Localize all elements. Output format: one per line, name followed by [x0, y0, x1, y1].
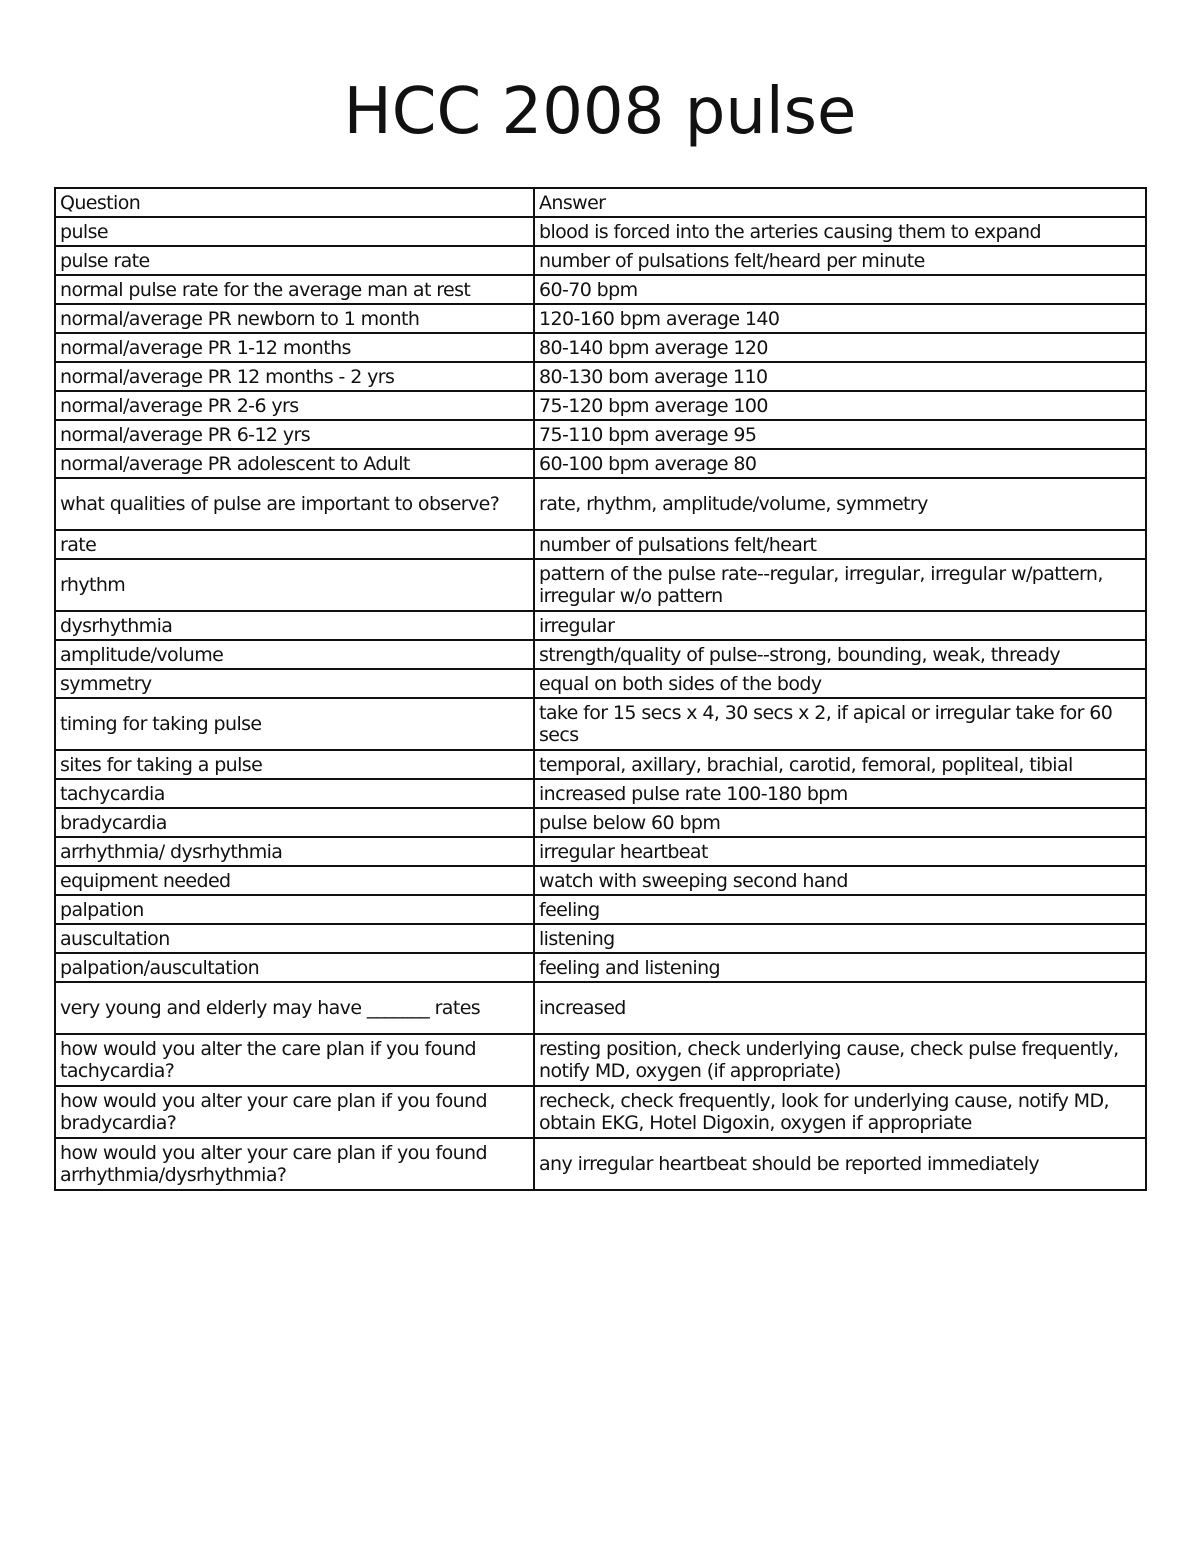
answer-cell: 80-140 bpm average 120: [534, 333, 1146, 362]
table-row: [55, 1138, 1146, 1190]
answer-cell: rate, rhythm, amplitude/volume, symmetry: [534, 478, 1146, 530]
answer-column-header: Answer: [534, 188, 1146, 217]
table-row: [55, 420, 1146, 449]
answer-cell: pattern of the pulse rate--regular, irregular, irregular w/pattern, irregular w/o pattern: [534, 559, 1146, 611]
table-row: [55, 640, 1146, 669]
question-cell: timing for taking pulse: [55, 698, 534, 750]
answer-cell: irregular: [534, 611, 1146, 640]
question-cell: dysrhythmia: [55, 611, 534, 640]
answer-cell: blood is forced into the arteries causing them to expand: [534, 217, 1146, 246]
question-cell: how would you alter the care plan if you found tachycardia?: [55, 1034, 534, 1086]
question-cell: normal/average PR 6-12 yrs: [55, 420, 534, 449]
answer-cell: feeling: [534, 895, 1146, 924]
question-cell: normal/average PR 12 months - 2 yrs: [55, 362, 534, 391]
question-cell: pulse: [55, 217, 534, 246]
answer-cell: recheck, check frequently, look for underlying cause, notify MD, obtain EKG, Hotel Digoxin, oxygen if appropriate: [534, 1086, 1146, 1138]
answer-cell: take for 15 secs x 4, 30 secs x 2, if apical or irregular take for 60 secs: [534, 698, 1146, 750]
answer-cell: resting position, check underlying cause, check pulse frequently, notify MD, oxygen (if appropriate): [534, 1034, 1146, 1086]
question-cell: normal/average PR 2-6 yrs: [55, 391, 534, 420]
table-row: [55, 333, 1146, 362]
answer-cell: listening: [534, 924, 1146, 953]
table-row: [55, 391, 1146, 420]
table-row: [55, 698, 1146, 750]
answer-cell: increased pulse rate 100-180 bpm: [534, 779, 1146, 808]
answer-cell: 80-130 bom average 110: [534, 362, 1146, 391]
table-row: [55, 808, 1146, 837]
answer-cell: number of pulsations felt/heard per minute: [534, 246, 1146, 275]
table-row: [55, 669, 1146, 698]
question-cell: amplitude/volume: [55, 640, 534, 669]
answer-cell: any irregular heartbeat should be reported immediately: [534, 1138, 1146, 1190]
answer-cell: 60-100 bpm average 80: [534, 449, 1146, 478]
question-cell: normal/average PR 1-12 months: [55, 333, 534, 362]
question-cell: normal/average PR newborn to 1 month: [55, 304, 534, 333]
question-cell: symmetry: [55, 669, 534, 698]
question-cell: normal/average PR adolescent to Adult: [55, 449, 534, 478]
answer-cell: 120-160 bpm average 140: [534, 304, 1146, 333]
table-row: [55, 837, 1146, 866]
table-row: [55, 1034, 1146, 1086]
answer-cell: equal on both sides of the body: [534, 669, 1146, 698]
table-row: [55, 866, 1146, 895]
table-row: [55, 1086, 1146, 1138]
qa-table-body: [55, 188, 1146, 1190]
question-cell: equipment needed: [55, 866, 534, 895]
table-row: [55, 750, 1146, 779]
table-row: [55, 982, 1146, 1034]
table-row: [55, 362, 1146, 391]
answer-cell: 60-70 bpm: [534, 275, 1146, 304]
qa-table: [54, 187, 1147, 1191]
question-cell: how would you alter your care plan if you found arrhythmia/dysrhythmia?: [55, 1138, 534, 1190]
answer-cell: number of pulsations felt/heart: [534, 530, 1146, 559]
question-cell: bradycardia: [55, 808, 534, 837]
question-cell: very young and elderly may have _______ rates: [55, 982, 534, 1034]
question-cell: palpation: [55, 895, 534, 924]
table-row: [55, 304, 1146, 333]
answer-cell: strength/quality of pulse--strong, bounding, weak, thready: [534, 640, 1146, 669]
table-row: [55, 924, 1146, 953]
table-row: [55, 895, 1146, 924]
question-cell: what qualities of pulse are important to observe?: [55, 478, 534, 530]
question-cell: normal pulse rate for the average man at rest: [55, 275, 534, 304]
table-row: [55, 449, 1146, 478]
answer-cell: feeling and listening: [534, 953, 1146, 982]
question-cell: tachycardia: [55, 779, 534, 808]
answer-cell: irregular heartbeat: [534, 837, 1146, 866]
question-column-header: Question: [55, 188, 534, 217]
answer-cell: 75-120 bpm average 100: [534, 391, 1146, 420]
question-cell: sites for taking a pulse: [55, 750, 534, 779]
answer-cell: pulse below 60 bpm: [534, 808, 1146, 837]
table-row: [55, 559, 1146, 611]
answer-cell: increased: [534, 982, 1146, 1034]
answer-cell: 75-110 bpm average 95: [534, 420, 1146, 449]
question-cell: how would you alter your care plan if you found bradycardia?: [55, 1086, 534, 1138]
question-cell: rhythm: [55, 559, 534, 611]
question-cell: rate: [55, 530, 534, 559]
table-row: [55, 478, 1146, 530]
table-header-row: [55, 188, 1146, 217]
question-cell: palpation/auscultation: [55, 953, 534, 982]
table-row: [55, 217, 1146, 246]
table-row: [55, 611, 1146, 640]
question-cell: pulse rate: [55, 246, 534, 275]
question-cell: auscultation: [55, 924, 534, 953]
question-cell: arrhythmia/ dysrhythmia: [55, 837, 534, 866]
document-title: HCC 2008 pulse: [343, 75, 857, 149]
table-row: [55, 779, 1146, 808]
table-row: [55, 275, 1146, 304]
answer-cell: temporal, axillary, brachial, carotid, femoral, popliteal, tibial: [534, 750, 1146, 779]
table-row: [55, 530, 1146, 559]
table-row: [55, 246, 1146, 275]
table-row: [55, 953, 1146, 982]
answer-cell: watch with sweeping second hand: [534, 866, 1146, 895]
